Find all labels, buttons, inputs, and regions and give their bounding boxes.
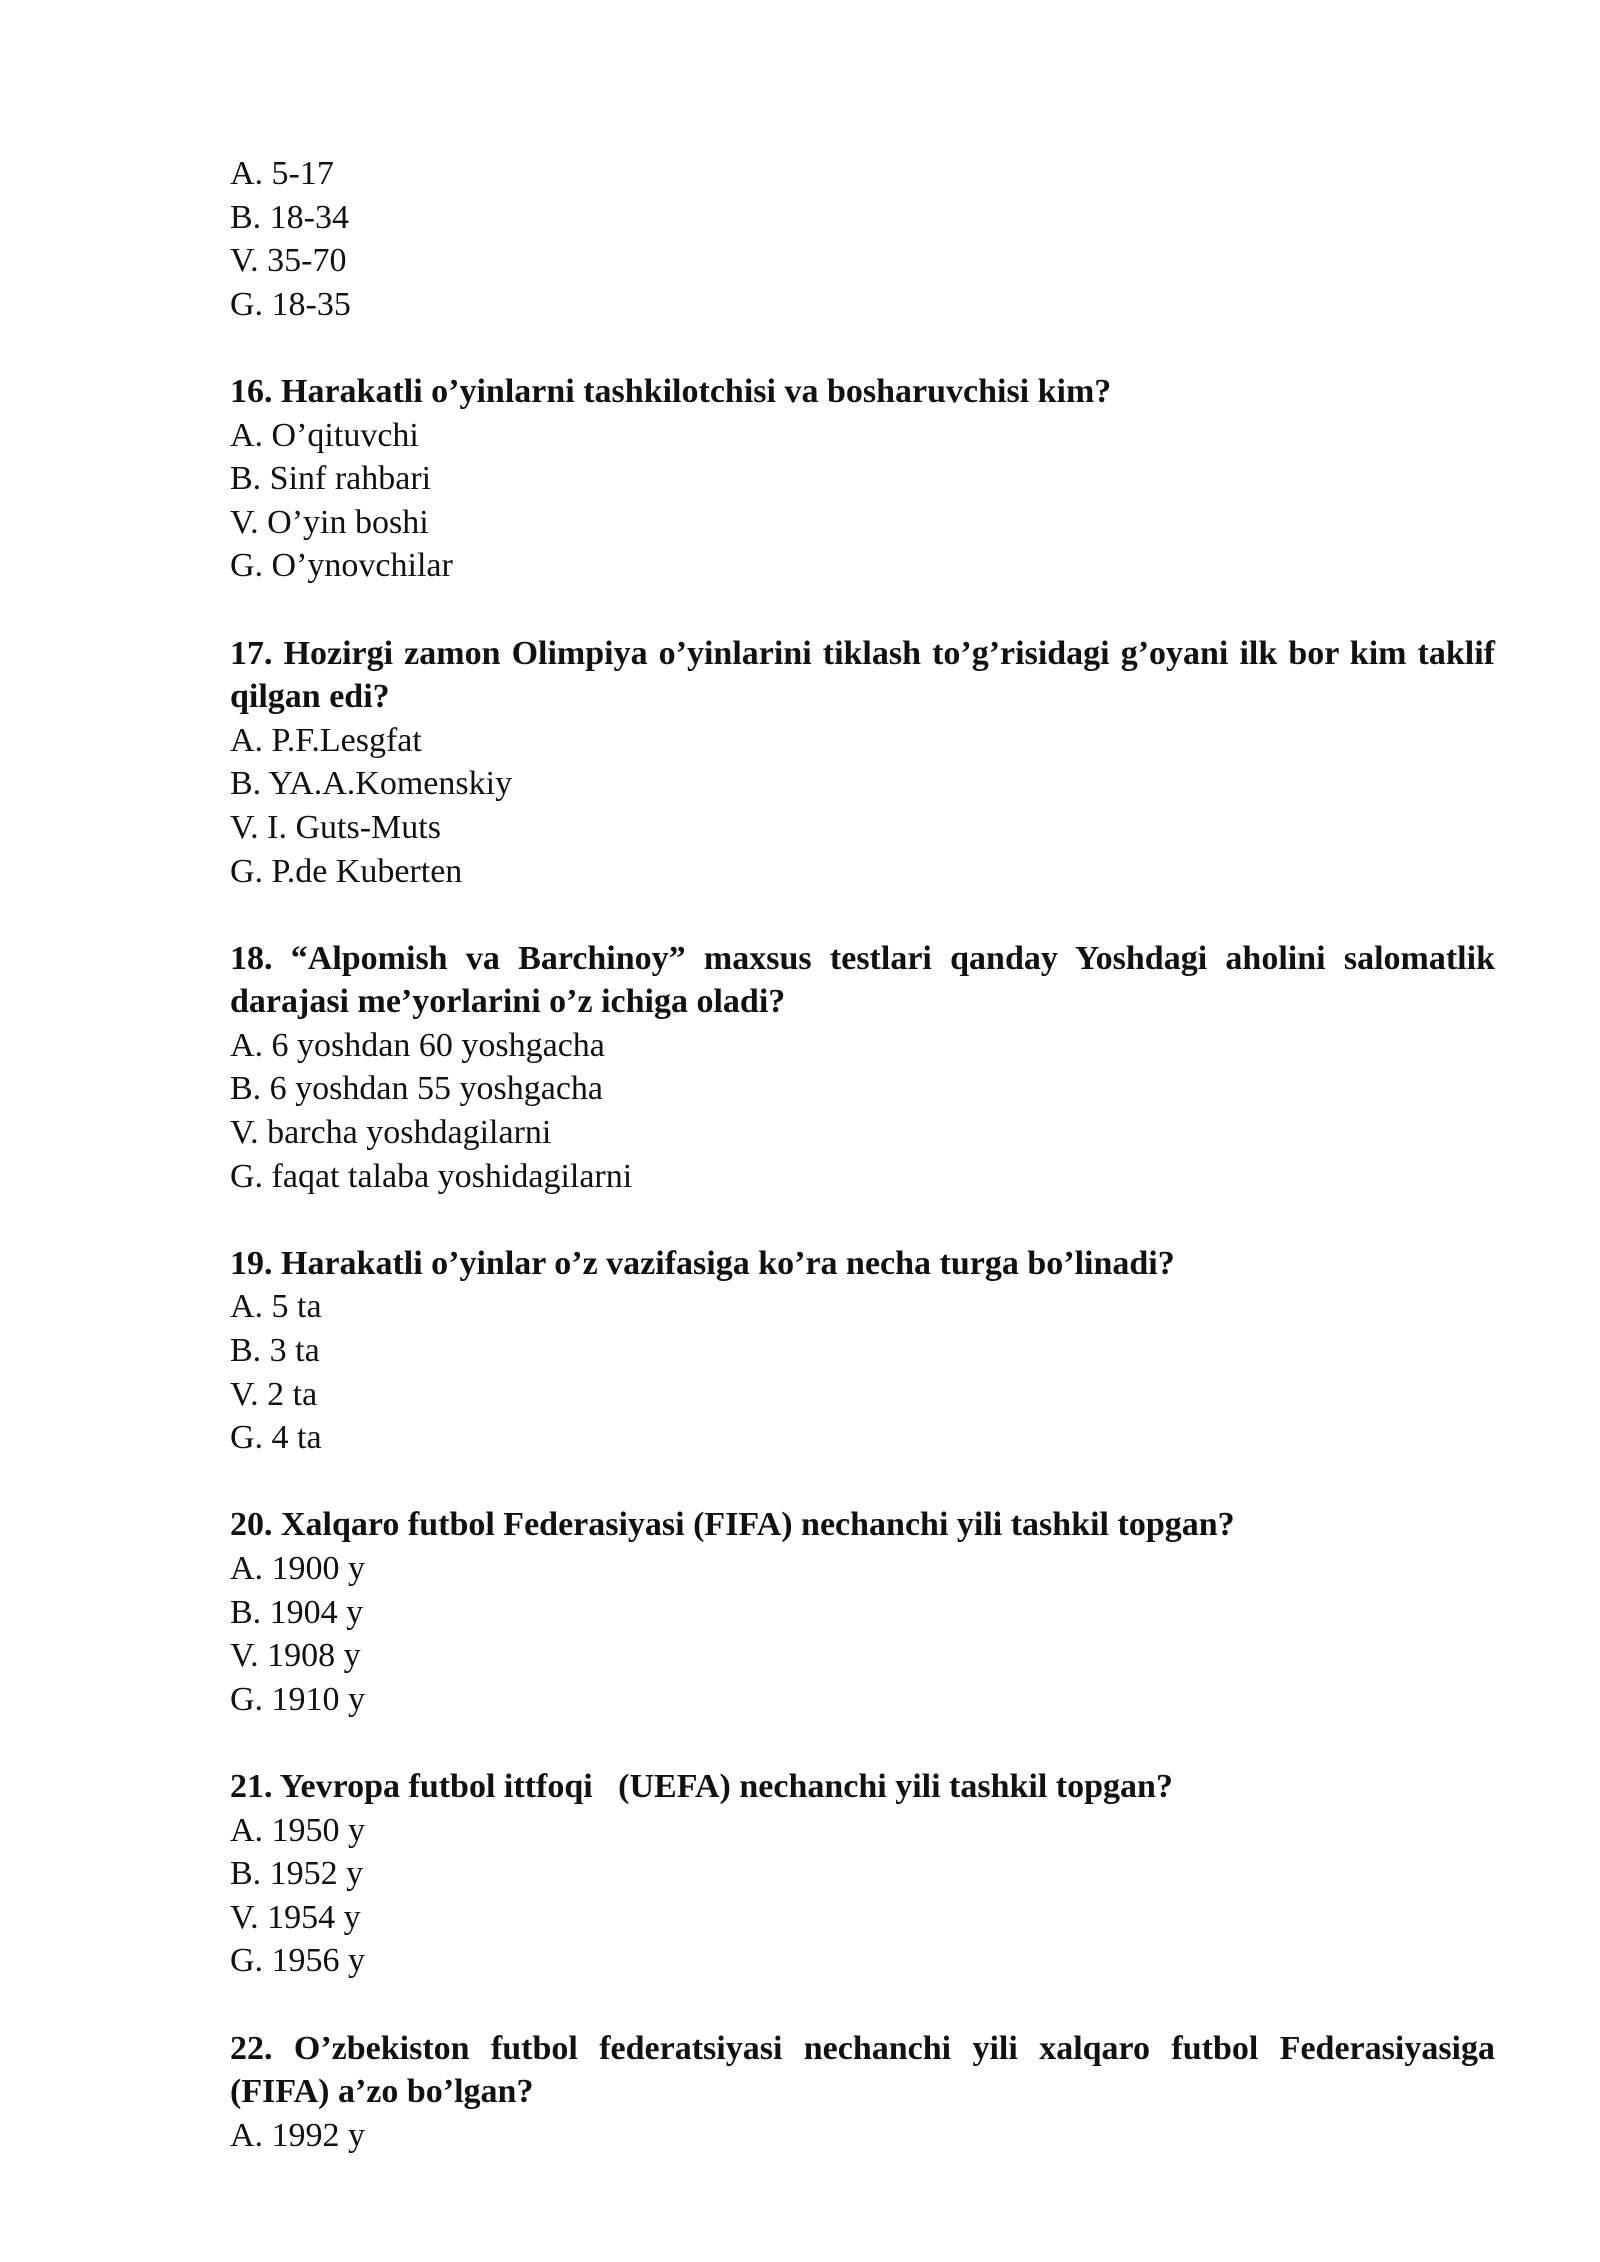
answer-option: A. P.F.Lesgfat — [230, 721, 422, 759]
question-text: 18. “Alpomish va Barchinoy” maxsus testlari qanday Yoshdagi aholini salomatlik darajasi me’yorlarini o’z ichiga oladi? — [230, 939, 1495, 1021]
answer-option: G. 1910 y — [230, 1680, 366, 1718]
answer-option: B. Sinf rahbari — [230, 460, 432, 498]
answer-option: V. I. Guts-Muts — [230, 808, 441, 846]
question-16 — [230, 370, 1495, 588]
answer-option: G. 1956 y — [230, 1942, 366, 1980]
answer-option: G. P.de Kuberten — [230, 852, 463, 890]
question-17 — [230, 632, 1495, 894]
answer-option: V. barcha yoshdagilarni — [230, 1114, 552, 1152]
answer-option: B. 18-34 — [230, 198, 349, 236]
question-text: 20. Xalqaro futbol Federasiyasi (FIFA) nechanchi yili tashkil topgan? — [230, 1506, 1235, 1544]
answer-option: B. 1952 y — [230, 1855, 364, 1893]
answer-option: V. 35-70 — [230, 242, 347, 280]
document-page — [230, 152, 1495, 2201]
answer-option: A. 1900 y — [230, 1550, 366, 1587]
question-text: 22. O’zbekiston futbol federatsiyasi nechanchi yili xalqaro futbol Federasiyasiga (FIFA) a’zo bo’lgan? — [230, 2029, 1495, 2111]
question-text: 19. Harakatli o’yinlar o’z vazifasiga ko’ra necha turga bo’linadi? — [230, 1244, 1175, 1282]
answer-option: V. 1954 y — [230, 1898, 361, 1936]
answer-option: G. 4 ta — [230, 1419, 322, 1457]
question-22 — [230, 2027, 1495, 2158]
answer-option: V. 1908 y — [230, 1637, 361, 1675]
answer-option: G. O’ynovchilar — [230, 547, 453, 585]
question-21 — [230, 1765, 1495, 1983]
question-text: 21. Yevropa futbol ittfoqi (UEFA) nechanchi yili tashkil topgan? — [230, 1767, 1173, 1805]
answer-option: V. O’yin boshi — [230, 503, 429, 541]
answer-option: A. 1950 y — [230, 1811, 366, 1849]
answer-option: B. 1904 y — [230, 1593, 364, 1631]
answer-option: G. 18-35 — [230, 285, 351, 323]
question-19 — [230, 1242, 1495, 1460]
answer-option: A. 5 ta — [230, 1288, 322, 1326]
answer-option: B. 3 ta — [230, 1332, 320, 1370]
answer-option: A. 1992 y — [230, 2116, 366, 2154]
answer-option: A. 6 yoshdan 60 yoshgacha — [230, 1026, 605, 1064]
answer-option: V. 2 ta — [230, 1375, 318, 1413]
question-20 — [230, 1503, 1495, 1721]
question-18 — [230, 937, 1495, 1199]
question-text: 16. Harakatli o’yinlarni tashkilotchisi va bosharuvchisi kim? — [230, 372, 1112, 410]
answer-option: A. 5-17 — [230, 155, 334, 192]
answer-option: B. YA.A.Komenskiy — [230, 765, 513, 803]
question-15-options — [230, 152, 1495, 326]
question-text: 17. Hozirgi zamon Olimpiya o’yinlarini tiklash to’g’risidagi g’oyani ilk bor kim taklif qilgan edi? — [230, 634, 1495, 716]
answer-option: B. 6 yoshdan 55 yoshgacha — [230, 1070, 604, 1108]
answer-option: G. faqat talaba yoshidagilarni — [230, 1157, 633, 1195]
answer-option: A. O’qituvchi — [230, 416, 419, 454]
